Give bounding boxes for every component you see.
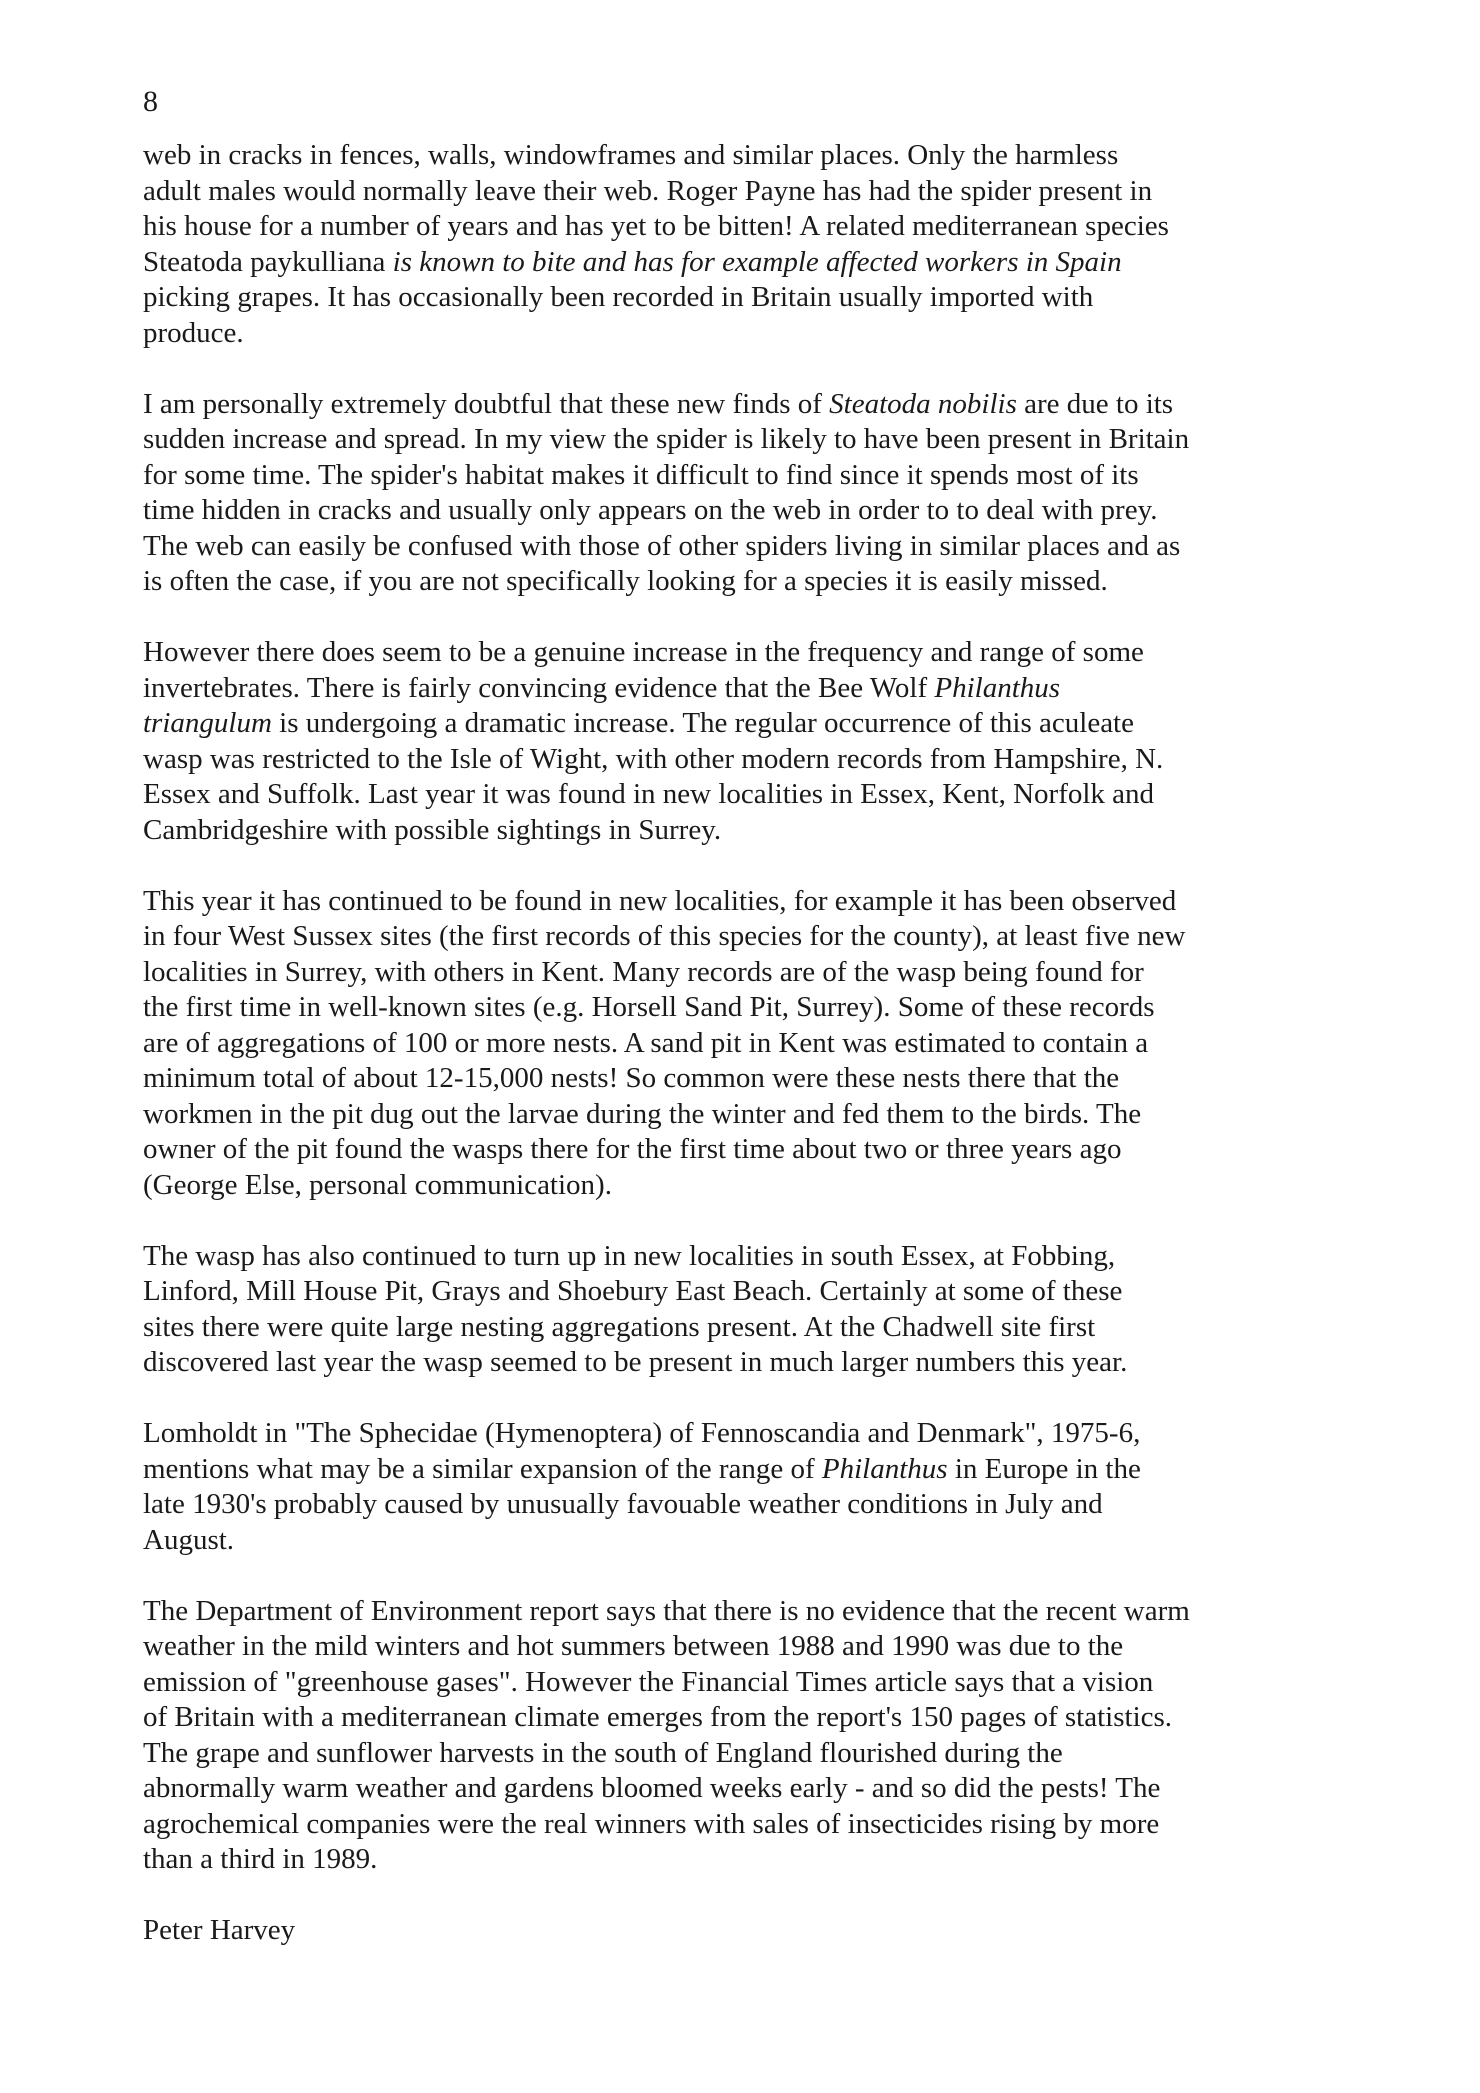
- text-segment: time hidden in cracks and usually only appears on the web in order to to deal with prey.: [143, 494, 1158, 526]
- text-segment: late 1930's probably caused by unusually favouable weather conditions in July and: [143, 1488, 1103, 1520]
- text-segment: for some time. The spider's habitat makes it difficult to find since it spends most of its: [143, 458, 1139, 491]
- text-line: [143, 990, 1343, 1026]
- text-line: [143, 1771, 1343, 1807]
- text-segment: The grape and sunflower harvests in the south of England flourished during the: [143, 1736, 1063, 1769]
- text-line: [143, 1345, 1343, 1381]
- text-segment: invertebrates. There is fairly convincing evidence that the Bee Wolf: [143, 671, 935, 704]
- species-name: Steatoda nobilis: [829, 387, 1017, 420]
- text-line: [143, 919, 1343, 955]
- text-line: [143, 1594, 1343, 1630]
- paragraph: [143, 1594, 1343, 1878]
- text-segment: Essex and Suffolk. Last year it was found in new localities in Essex, Kent, Norfolk and: [143, 778, 1155, 810]
- text-segment: discovered last year the wasp seemed to be present in much larger numbers this year.: [143, 1346, 1128, 1378]
- text-line: [143, 138, 1343, 174]
- text-segment: produce.: [143, 316, 244, 349]
- author-signature: Peter Harvey: [143, 1914, 296, 1946]
- text-line: [143, 1665, 1343, 1701]
- text-line: [143, 564, 1343, 600]
- text-segment: owner of the pit found the wasps there for the first time about two or three years ago: [143, 1133, 1122, 1165]
- text-line: [143, 1629, 1343, 1665]
- text-line: [143, 280, 1343, 316]
- text-segment: web in cracks in fences, walls, windowframes and similar places. Only the harmless: [143, 139, 1119, 171]
- text-line: [143, 1523, 1343, 1559]
- text-segment: the first time in well-known sites (e.g. Horsell Sand Pit, Surrey). Some of these records: [143, 991, 1155, 1023]
- text-segment: picking grapes. It has occasionally been recorded in Britain usually imported with: [143, 281, 1094, 313]
- text-line: [143, 1452, 1343, 1488]
- text-segment: I am personally extremely doubtful that these new finds of: [143, 387, 830, 420]
- text-line: [143, 955, 1343, 991]
- text-line: [143, 422, 1343, 458]
- text-segment: emission of "greenhouse gases". However the Financial Times article says that a vision: [143, 1665, 1154, 1698]
- text-line: [143, 316, 1343, 352]
- text-segment: Lomholdt in "The Sphecidae (Hymenoptera) of Fennoscandia and Denmark", 1975-6,: [143, 1417, 1141, 1449]
- paragraph: [143, 1416, 1343, 1558]
- text-line: [143, 493, 1343, 529]
- text-line: [143, 777, 1343, 813]
- text-segment: minimum total of about 12-15,000 nests! So common were these nests there that the: [143, 1062, 1120, 1094]
- text-segment: his house for a number of years and has yet to be bitten! A related mediterranean species: [143, 210, 1169, 242]
- text-line: [143, 1168, 1343, 1204]
- text-segment: (George Else, personal communication).: [143, 1168, 612, 1201]
- species-name: Philanthus: [934, 671, 1061, 704]
- text-segment: This year it has continued to be found in new localities, for example it has been observed: [143, 884, 1177, 917]
- paragraph: [143, 1239, 1343, 1381]
- text-segment: localities in Surrey, with others in Kent. Many records are of the wasp being found for: [143, 955, 1144, 988]
- text-segment: The web can easily be confused with those of other spiders living in similar places and as: [143, 529, 1181, 562]
- text-line: [143, 671, 1343, 707]
- text-line: [143, 529, 1343, 565]
- text-segment: Steatoda paykulliana: [143, 245, 386, 278]
- text-segment: are due to its: [1016, 387, 1174, 420]
- text-segment: wasp was restricted to the Isle of Wight, with other modern records from Hampshire, N.: [143, 742, 1164, 775]
- paragraph: [143, 635, 1343, 848]
- text-line: [143, 1132, 1343, 1168]
- text-segment: are of aggregations of 100 or more nests. A sand pit in Kent was estimated to contain a: [143, 1026, 1149, 1059]
- text-line: [143, 1807, 1343, 1843]
- species-name: triangulum: [143, 707, 272, 739]
- text-line: [143, 1239, 1343, 1275]
- text-line: [143, 209, 1343, 245]
- text-segment: weather in the mild winters and hot summers between 1988 and 1990 was due to the: [143, 1630, 1124, 1662]
- text-segment: sites there were quite large nesting aggregations present. At the Chadwell site first: [143, 1310, 1096, 1343]
- article-body: [143, 138, 1343, 1949]
- paragraph: [143, 387, 1343, 600]
- text-line: [143, 387, 1343, 423]
- text-line: [143, 1061, 1343, 1097]
- text-line: [143, 813, 1343, 849]
- text-segment: Linford, Mill House Pit, Grays and Shoebury East Beach. Certainly at some of these: [143, 1275, 1123, 1307]
- text-segment: abnormally warm weather and gardens bloomed weeks early - and so did the pests! The: [143, 1772, 1161, 1804]
- text-line: [143, 1700, 1343, 1736]
- text-segment: sudden increase and spread. In my view the spider is likely to have been present in Britain: [143, 423, 1190, 455]
- text-line: [143, 245, 1343, 281]
- text-segment: workmen in the pit dug out the larvae during the winter and fed them to the birds. The: [143, 1097, 1142, 1130]
- text-line: [143, 1736, 1343, 1772]
- species-name: is known to bite and has for example affected workers in Spain: [385, 245, 1122, 278]
- text-line: [143, 1487, 1343, 1523]
- text-segment: of Britain with a mediterranean climate emerges from the report's 150 pages of statistics.: [143, 1701, 1173, 1733]
- text-segment: mentions what may be a similar expansion of the range of: [143, 1452, 822, 1485]
- paragraph: [143, 138, 1343, 351]
- page-number: 8: [143, 85, 158, 118]
- text-segment: in Europe in the: [947, 1452, 1141, 1485]
- text-line: [143, 458, 1343, 494]
- text-segment: is undergoing a dramatic increase. The regular occurrence of this aculeate: [271, 707, 1134, 739]
- text-segment: in four West Sussex sites (the first records of this species for the county), at least five new: [143, 920, 1186, 952]
- text-segment: agrochemical companies were the real winners with sales of insecticides rising by more: [143, 1807, 1160, 1840]
- text-segment: Cambridgeshire with possible sightings in Surrey.: [143, 813, 722, 846]
- text-line: [143, 1097, 1343, 1133]
- text-line: [143, 1274, 1343, 1310]
- text-segment: The Department of Environment report says that there is no evidence that the recent warm: [143, 1594, 1190, 1627]
- text-line: [143, 884, 1343, 920]
- text-segment: The wasp has also continued to turn up in new localities in south Essex, at Fobbing,: [143, 1239, 1116, 1272]
- paragraph: [143, 884, 1343, 1204]
- text-line: [143, 742, 1343, 778]
- text-line: [143, 174, 1343, 210]
- species-name: Philanthus: [821, 1452, 948, 1485]
- text-segment: However there does seem to be a genuine increase in the frequency and range of some: [143, 636, 1144, 668]
- text-segment: August.: [143, 1523, 235, 1556]
- text-line: [143, 1026, 1343, 1062]
- text-line: [143, 1842, 1343, 1878]
- text-line: [143, 1310, 1343, 1346]
- text-segment: is often the case, if you are not specifically looking for a species it is easily missed.: [143, 565, 1108, 597]
- text-line: [143, 635, 1343, 671]
- text-line: [143, 706, 1343, 742]
- text-line: [143, 1416, 1343, 1452]
- text-segment: adult males would normally leave their web. Roger Payne has had the spider present in: [143, 174, 1153, 207]
- text-segment: than a third in 1989.: [143, 1843, 378, 1875]
